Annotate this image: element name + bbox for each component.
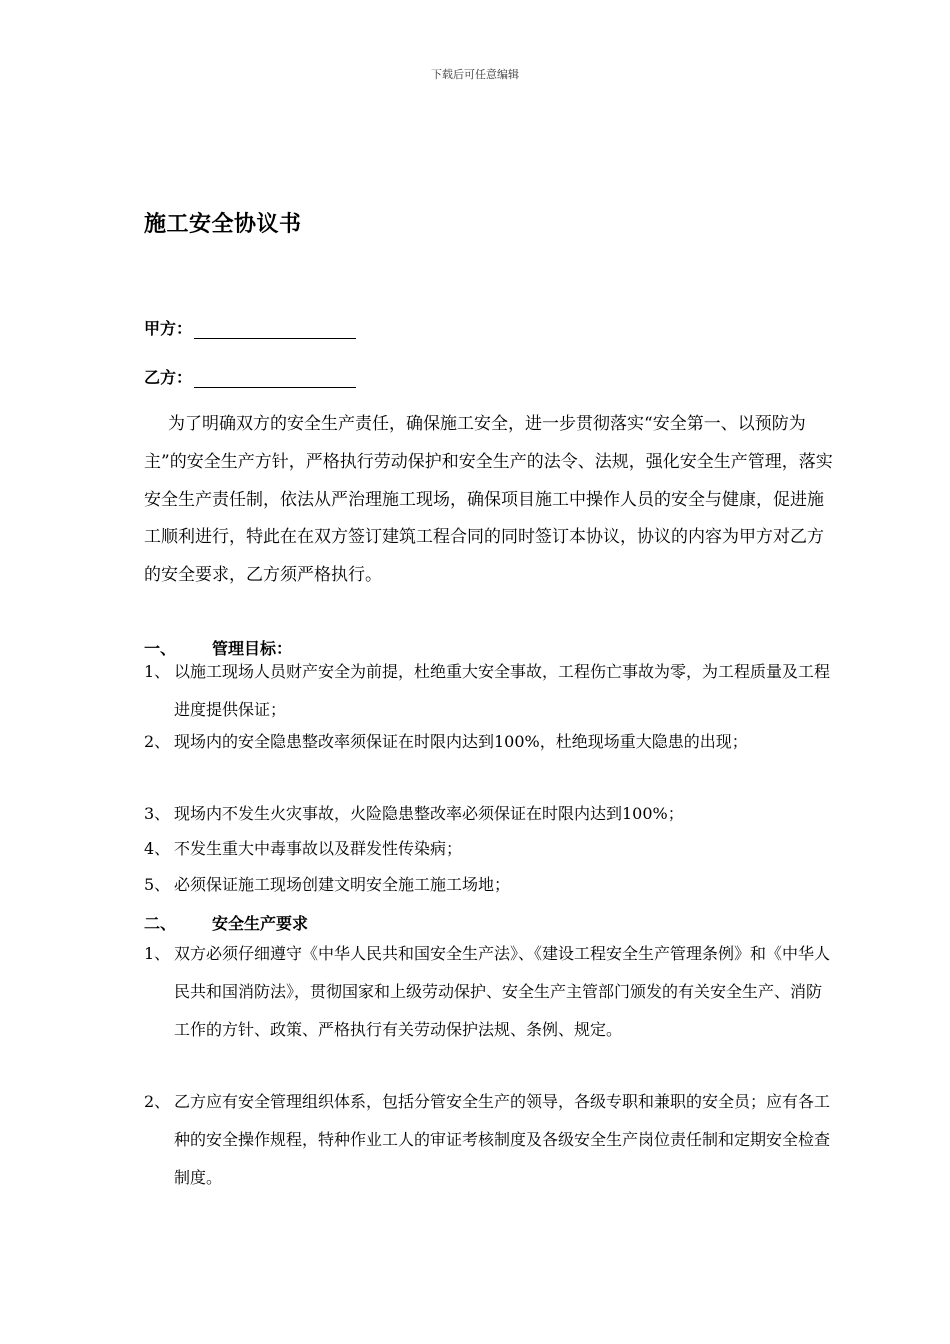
list-item [144, 830, 834, 868]
party-a-field [144, 316, 356, 339]
list-item-index: 5、 [144, 875, 171, 894]
list-item [144, 1083, 834, 1197]
list-item-text: 现场内的安全隐患整改率须保证在时限内达到100%，杜绝现场重大隐患的出现； [174, 732, 748, 751]
header-note: 下载后可任意编辑 [431, 68, 519, 81]
list-item-index: 4、 [144, 839, 171, 858]
section-title: 管理目标： [212, 639, 293, 658]
party-b-blank[interactable] [194, 371, 356, 388]
party-b-field [144, 365, 356, 388]
section-heading [144, 911, 308, 934]
list-item-index: 2、 [144, 1092, 171, 1111]
party-a-blank[interactable] [194, 322, 356, 339]
list-item [144, 866, 834, 904]
list-item-text: 必须保证施工现场创建文明安全施工施工场地； [174, 875, 511, 894]
list-item [144, 653, 834, 729]
list-item [144, 935, 834, 1049]
list-item-index: 1、 [144, 662, 171, 681]
list-item-text: 以施工现场人员财产安全为前提，杜绝重大安全事故，工程伤亡事故为零，为工程质量及工程进度提供保证； [174, 662, 831, 719]
party-b-label: 乙方： [144, 368, 193, 387]
list-item [144, 795, 834, 833]
list-item-index: 2、 [144, 732, 171, 751]
list-item [144, 723, 834, 761]
list-item-index: 1、 [144, 944, 171, 963]
list-item-text: 乙方应有安全管理组织体系，包括分管安全生产的领导，各级专职和兼职的安全员；应有各工种的安全操作规程，特种作业工人的审证考核制度及各级安全生产岗位责任制和定期安全检查制度。 [174, 1092, 831, 1187]
party-a-label: 甲方： [144, 319, 193, 338]
section-title: 安全生产要求 [212, 914, 309, 933]
list-item-text: 不发生重大中毒事故以及群发性传染病； [174, 839, 463, 858]
list-item-text: 现场内不发生火灾事故，火险隐患整改率必须保证在时限内达到100%； [174, 804, 684, 823]
list-item-index: 3、 [144, 804, 171, 823]
document-title: 施工安全协议书 [144, 212, 302, 237]
list-item-text: 双方必须仔细遵守《中华人民共和国安全生产法》、《建设工程安全生产管理条例》和《中华人民共和国消防法》，贯彻国家和上级劳动保护、安全生产主管部门颁发的有关安全生产、消防工作的方针、政策、严格执行有关劳动保护法规、条例、规定。 [174, 944, 831, 1039]
section-number: 一、 [144, 639, 177, 658]
section-number: 二、 [144, 914, 177, 933]
intro-paragraph: 为了明确双方的安全生产责任，确保施工安全，进一步贯彻落实“安全第一、以预防为主”的安全生产方针，严格执行劳动保护和安全生产的法令、法规，强化安全生产管理，落实安全生产责任制，依法从严治理施工现场，确保项目施工中操作人员的安全与健康，促进施工顺利进行，特此在在双方签订建筑工程合同的同时签订本协议，协议的内容为甲方对乙方的安全要求，乙方须严格执行。 [144, 414, 833, 586]
